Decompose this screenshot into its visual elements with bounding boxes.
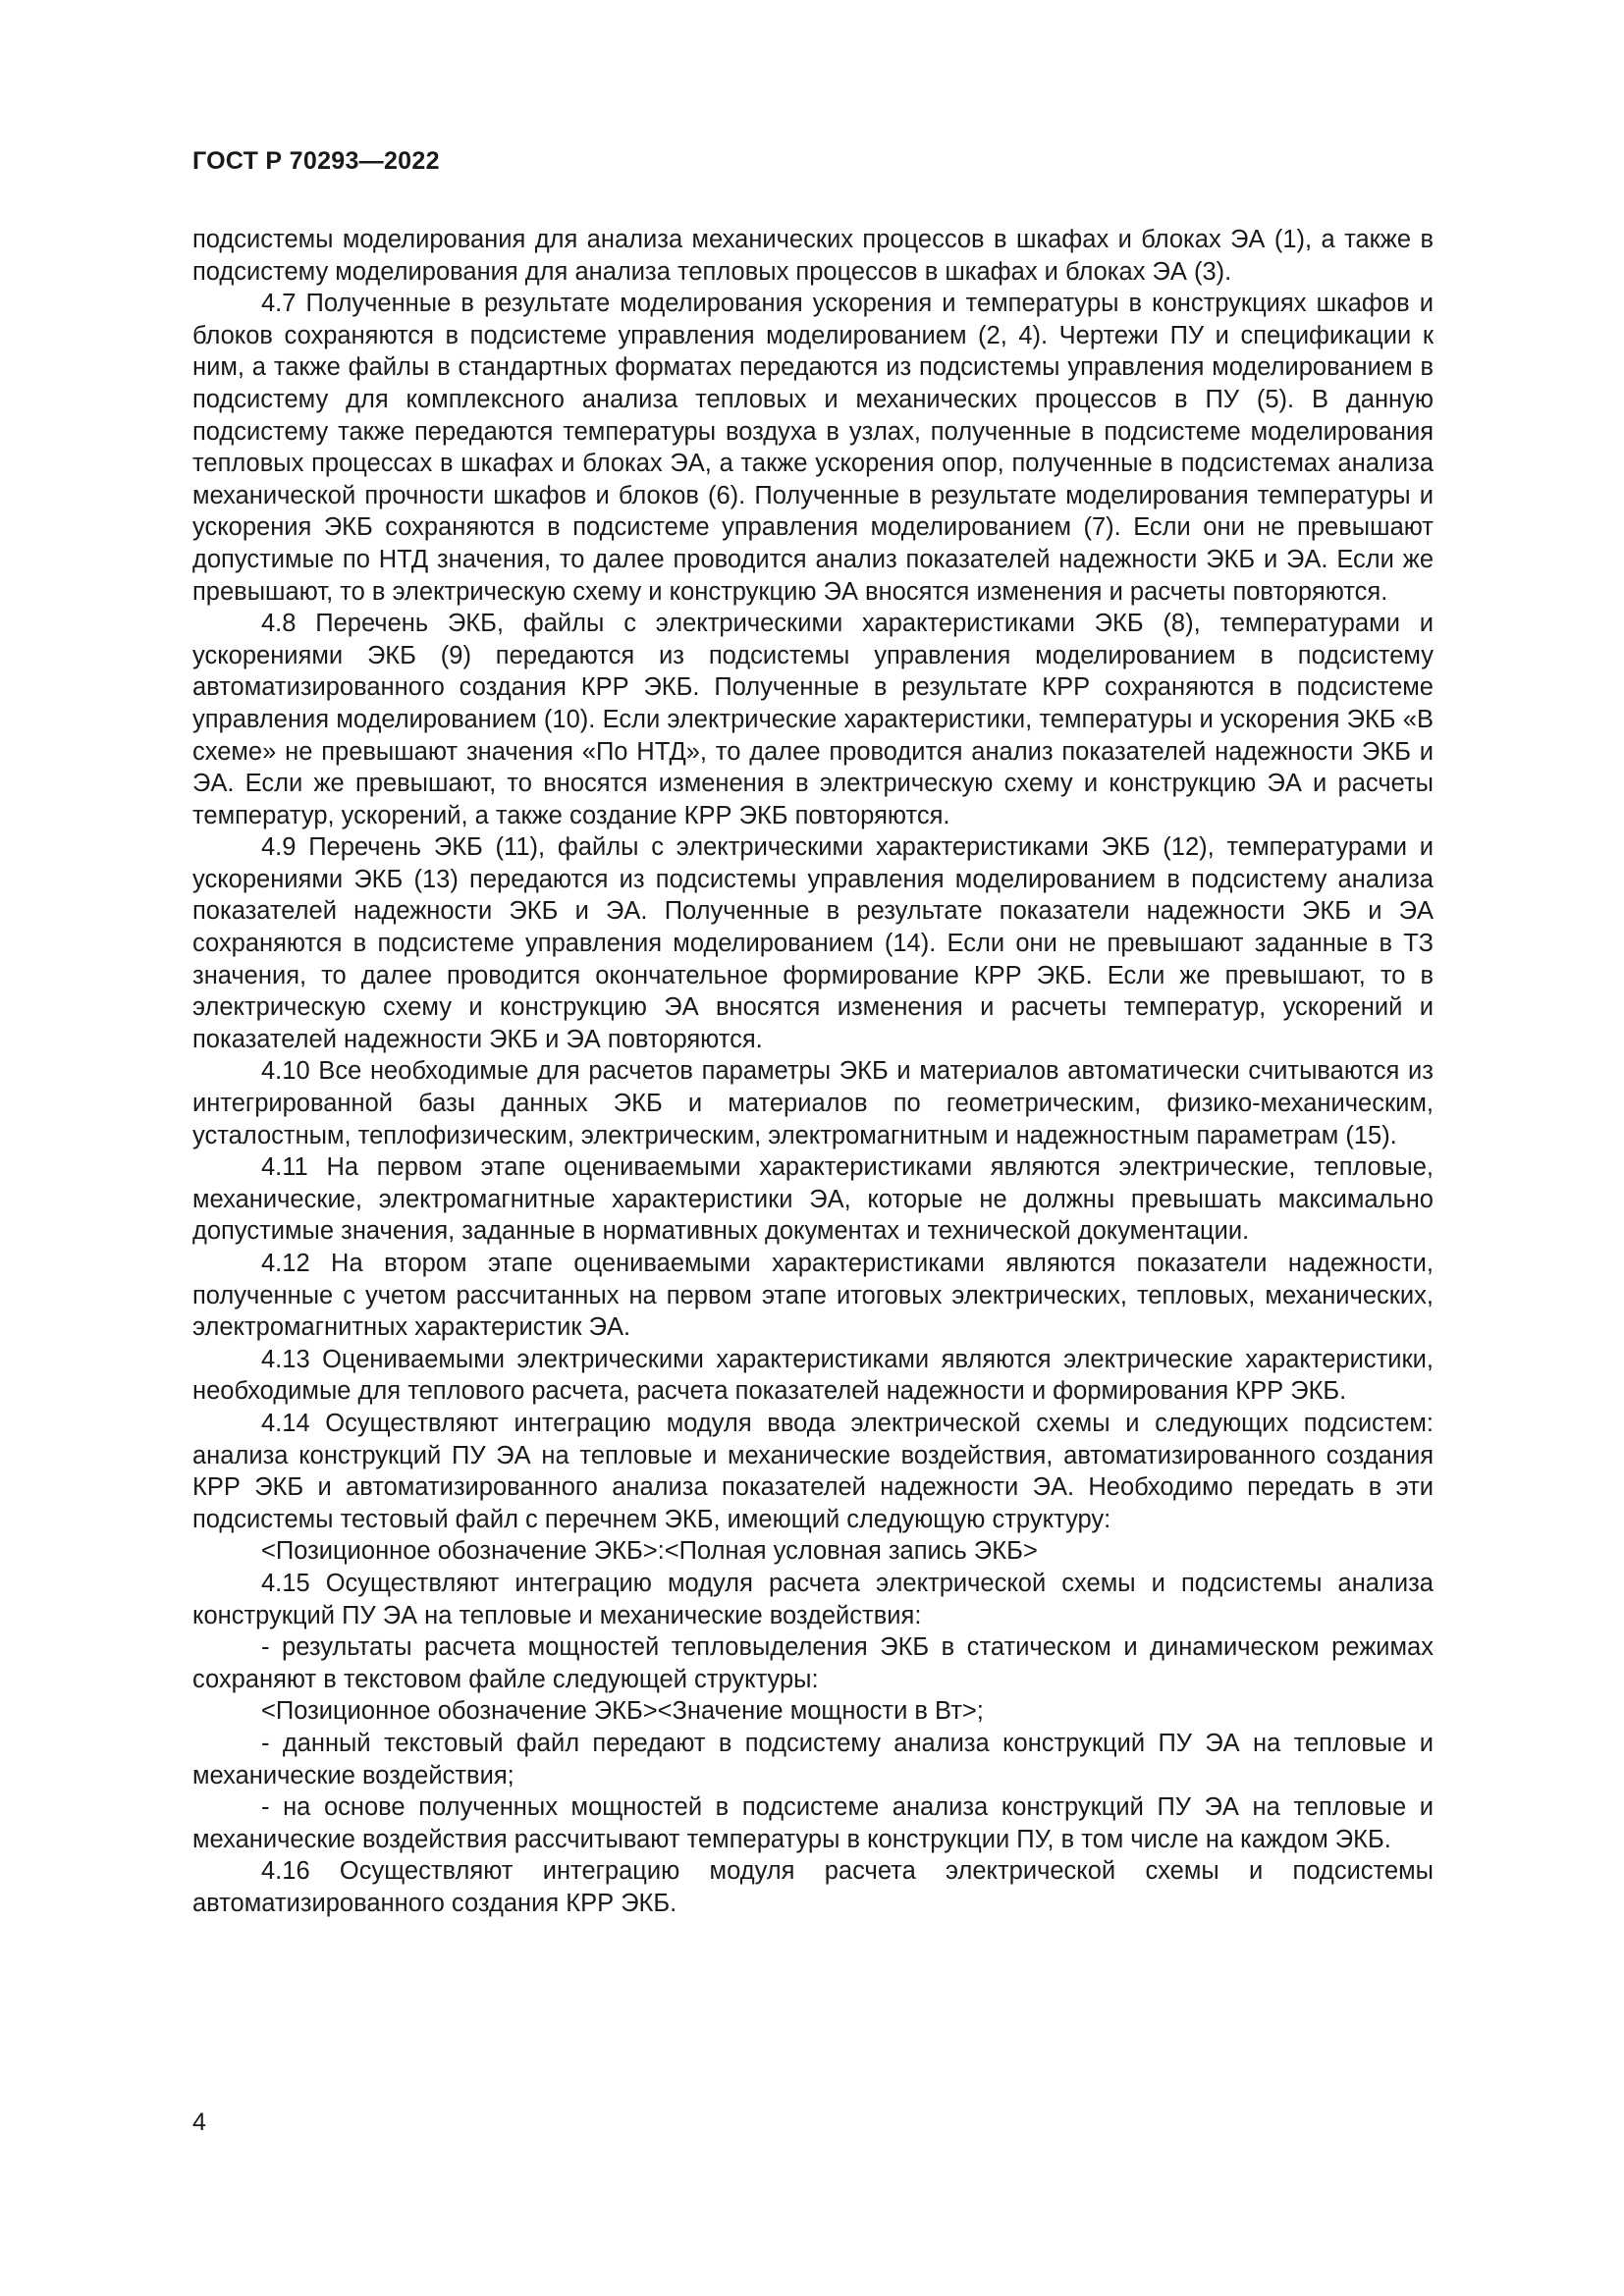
paragraph-4-7: 4.7 Полученные в результате моделирования ускорения и температуры в конструкциях шкафов и блоков сохраняются в подсистеме управления моделированием (2, 4). Чертежи ПУ и спецификации к ним, а также файлы в стандартных форматах передаются из подсистемы управления моделированием в подсистему для комплексного анализа тепловых и механических процессов в ПУ (5). В данную подсистему также передаются температуры воздуха в узлах, полученные в подсистеме моделирования тепловых процессах в шкафах и блоках ЭА, а также ускорения опор, полученные в подсистемах анализа механической прочности шкафов и блоков (6). Полученные в результате моделирования температуры и ускорения ЭКБ сохраняются в подсистеме управления моделированием (7). Если они не превышают допустимые по НТД значения, то далее проводится анализ показателей надежности ЭКБ и ЭА. Если же превышают, то в электрическую схему и конструкцию ЭА вносятся изменения и расчеты повторяются. <box>192 290 1434 606</box>
page-header: ГОСТ Р 70293—2022 <box>192 147 440 175</box>
page-number: 4 <box>192 2109 206 2136</box>
file-structure-line-2: <Позиционное обозначение ЭКБ><Значение мощности в Вт>; <box>261 1697 984 1726</box>
file-structure-line-1: <Позиционное обозначение ЭКБ>:<Полная условная запись ЭКБ> <box>261 1537 1038 1566</box>
paragraph-4-12: 4.12 На втором этапе оцениваемыми характеристиками являются показатели надежности, полученные с учетом рассчитанных на первом этапе итоговых электрических, тепловых, механических, электромагнитных характеристик ЭА. <box>192 1250 1434 1342</box>
paragraph-4-13: 4.13 Оцениваемыми электрическими характеристиками являются электрические характеристики, необходимые для теплового расчета, расчета показателей надежности и формирования КРР ЭКБ. <box>192 1345 1434 1406</box>
paragraph-4-16: 4.16 Осуществляют интеграцию модуля расчета электрической схемы и подсистемы автоматизированного создания КРР ЭКБ. <box>192 1857 1434 1917</box>
paragraph-continuation: подсистемы моделирования для анализа механических процессов в шкафах и блоках ЭА (1), а также в подсистему моделирования для анализа тепловых процессов в шкафах и блоках ЭА (3). <box>192 226 1434 286</box>
paragraph-4-14: 4.14 Осуществляют интеграцию модуля ввода электрической схемы и следующих подсистем: анализа конструкций ПУ ЭА на тепловые и механические воздействия, автоматизированного создания КРР ЭКБ и автоматизированного анализа показателей надежности ЭА. Необходимо передать в эти подсистемы тестовый файл с перечнем ЭКБ, имеющий следующую структуру: <box>192 1409 1434 1533</box>
paragraph-4-11: 4.11 На первом этапе оцениваемыми характеристиками являются электрические, тепловые, механические, электромагнитные характеристики ЭА, которые не должны превышать максимально допустимые значения, заданные в нормативных документах и технической документации. <box>192 1153 1434 1246</box>
list-item-1: - результаты расчета мощностей тепловыделения ЭКБ в статическом и динамическом режимах сохраняют в текстовом файле следующей структуры: <box>192 1633 1434 1693</box>
paragraph-4-9: 4.9 Перечень ЭКБ (11), файлы с электрическими характеристиками ЭКБ (12), температурами и ускорениями ЭКБ (13) передаются из подсистемы управления моделированием в подсистему анализа показателей надежности ЭКБ и ЭА. Полученные в результате показатели надежности ЭКБ и ЭА сохраняются в подсистеме управления моделированием (14). Если они не превышают заданные в ТЗ значения, то далее проводится окончательное формирование КРР ЭКБ. Если же превышают, то в электрическую схему и конструкцию ЭА вносятся изменения и расчеты температур, ускорений и показателей надежности ЭКБ и ЭА повторяются. <box>192 833 1434 1053</box>
list-item-3: - на основе полученных мощностей в подсистеме анализа конструкций ПУ ЭА на тепловые и механические воздействия рассчитывают температуры в конструкции ПУ, в том числе на каждом ЭКБ. <box>192 1793 1434 1853</box>
paragraph-4-10: 4.10 Все необходимые для расчетов параметры ЭКБ и материалов автоматически считываются из интегрированной базы данных ЭКБ и материалов по геометрическим, физико-механическим, усталостным, теплофизическим, электрическим, электромагнитным и надежностным параметрам (15). <box>192 1057 1434 1149</box>
list-item-2: - данный текстовый файл передают в подсистему анализа конструкций ПУ ЭА на тепловые и механические воздействия; <box>192 1729 1434 1789</box>
document-body <box>192 224 1434 1919</box>
paragraph-4-8: 4.8 Перечень ЭКБ, файлы с электрическими характеристиками ЭКБ (8), температурами и ускорениями ЭКБ (9) передаются из подсистемы управления моделированием в подсистему автоматизированного создания КРР ЭКБ. Полученные в результате КРР сохраняются в подсистеме управления моделированием (10). Если электрические характеристики, температуры и ускорения ЭКБ «В схеме» не превышают значения «По НТД», то далее проводится анализ показателей надежности ЭКБ и ЭА. Если же превышают, то вносятся изменения в электрическую схему и конструкцию ЭА и расчеты температур, ускорений, а также создание КРР ЭКБ повторяются. <box>192 610 1434 829</box>
paragraph-4-15: 4.15 Осуществляют интеграцию модуля расчета электрической схемы и подсистемы анализа конструкций ПУ ЭА на тепловые и механические воздействия: <box>192 1569 1434 1629</box>
